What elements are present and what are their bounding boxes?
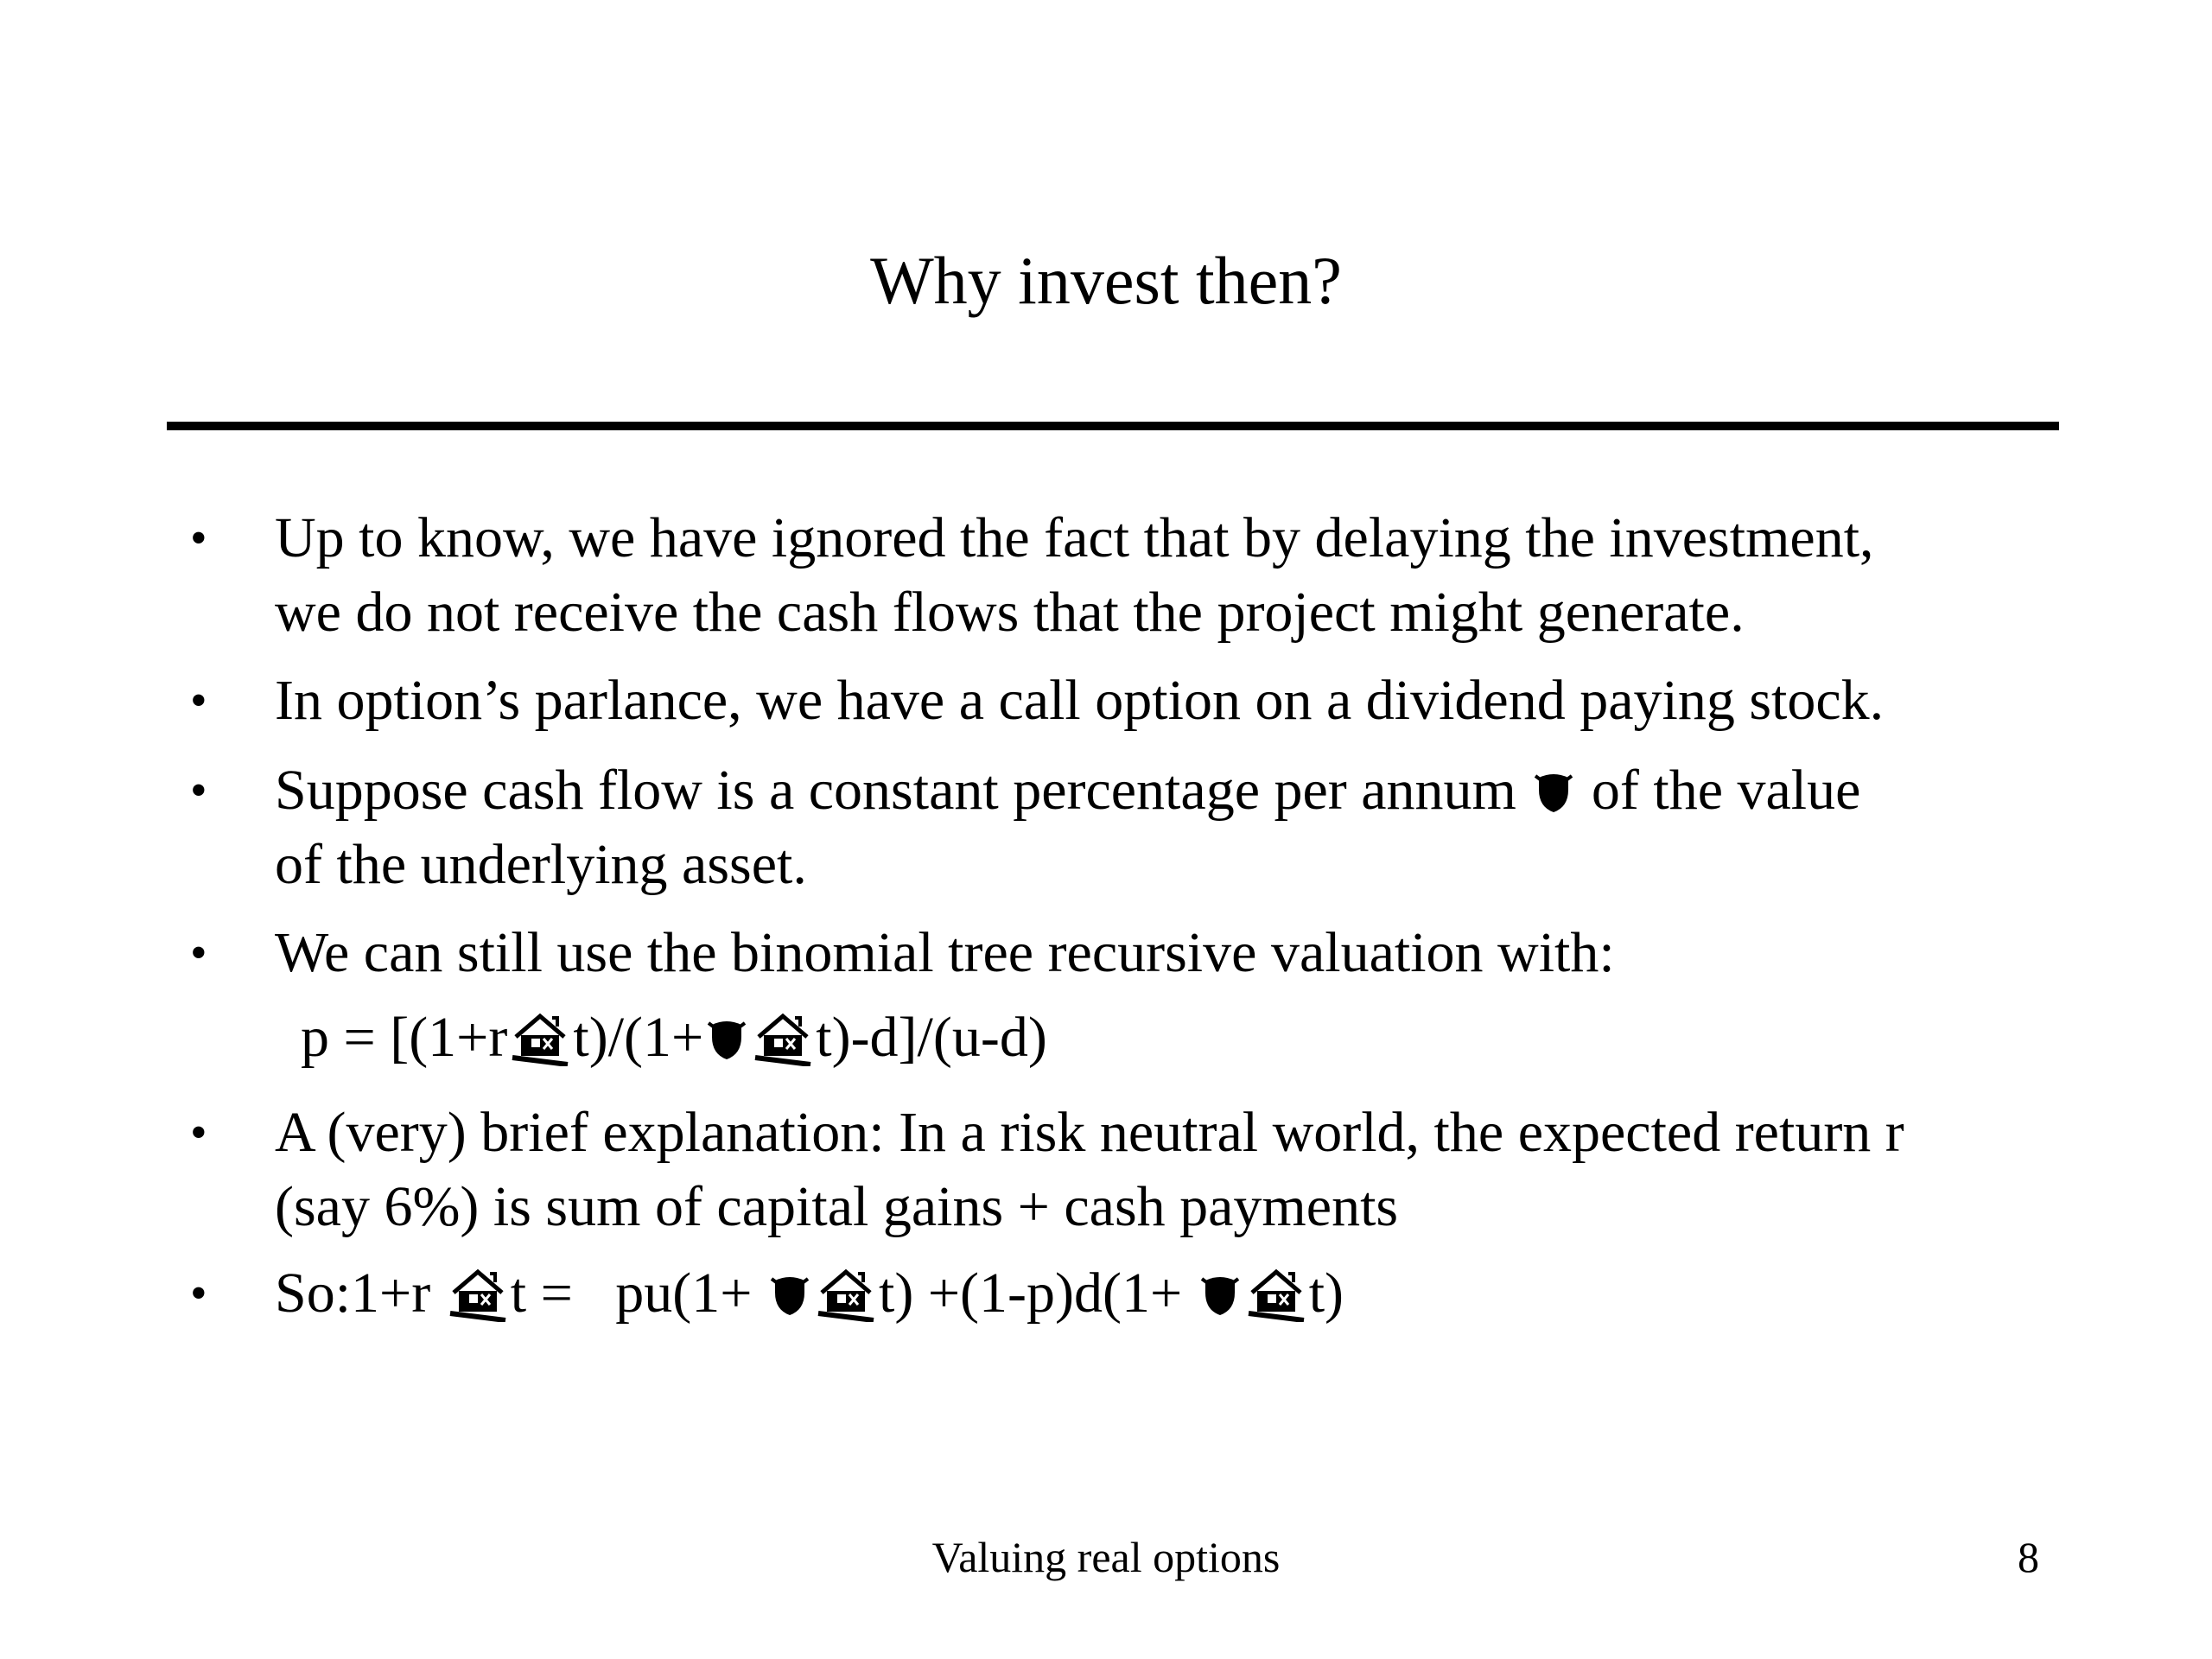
bullet-marker: • xyxy=(190,512,207,565)
bullet-marker: • xyxy=(190,1106,207,1160)
text-fragment: t)-d]/(u-d) xyxy=(816,1006,1047,1069)
house-glyph-icon xyxy=(815,1267,877,1322)
bullet-line: (say 6%) is sum of capital gains + cash payments xyxy=(275,1175,1399,1238)
bullet-marker: • xyxy=(190,926,207,980)
text-fragment: t) xyxy=(1308,1262,1344,1325)
text-fragment: p = [(1+r xyxy=(301,1006,508,1069)
bullet-line xyxy=(275,1256,2141,1331)
bullet-marker: • xyxy=(190,1267,207,1320)
text-fragment: t)/(1+ xyxy=(573,1006,704,1069)
bullet-line: Up to know, we have ignored the fact that by delaying the investment, xyxy=(275,506,1874,569)
bullet-line: A (very) brief explanation: In a risk neutral world, the expected return r xyxy=(275,1101,1904,1164)
footer-title: Valuing real options xyxy=(931,1533,1281,1581)
shield-glyph-icon xyxy=(1534,771,1573,814)
page-number: 8 xyxy=(2018,1533,2039,1581)
bullet-line: we do not receive the cash flows that the project might generate. xyxy=(275,581,1745,644)
bullet-marker: • xyxy=(190,674,207,728)
text-fragment: t = pu(1+ xyxy=(510,1262,767,1325)
shield-glyph-icon xyxy=(707,1018,747,1061)
bullet-marker: • xyxy=(190,764,207,817)
house-glyph-icon xyxy=(509,1011,571,1066)
shield-glyph-icon xyxy=(770,1274,810,1317)
shield-glyph-icon xyxy=(1200,1274,1240,1317)
house-glyph-icon xyxy=(1245,1267,1307,1322)
slide-title: Why invest then? xyxy=(870,243,1342,318)
text-fragment: of the value xyxy=(1577,759,1861,822)
bullet-line xyxy=(275,753,2141,828)
text-fragment: t) +(1-p)d(1+ xyxy=(879,1262,1197,1325)
binomial-probability-formula xyxy=(301,1001,1047,1075)
bullet-line: We can still use the binomial tree recursive valuation with: xyxy=(275,921,1615,984)
house-glyph-icon xyxy=(752,1011,814,1066)
text-fragment: Suppose cash flow is a constant percentage per annum xyxy=(275,759,1531,822)
bullet-line: In option’s parlance, we have a call option on a dividend paying stock. xyxy=(275,669,1885,732)
text-fragment: So:1+r xyxy=(275,1262,445,1325)
house-glyph-icon xyxy=(447,1267,509,1322)
bullet-line: of the underlying asset. xyxy=(275,833,807,896)
